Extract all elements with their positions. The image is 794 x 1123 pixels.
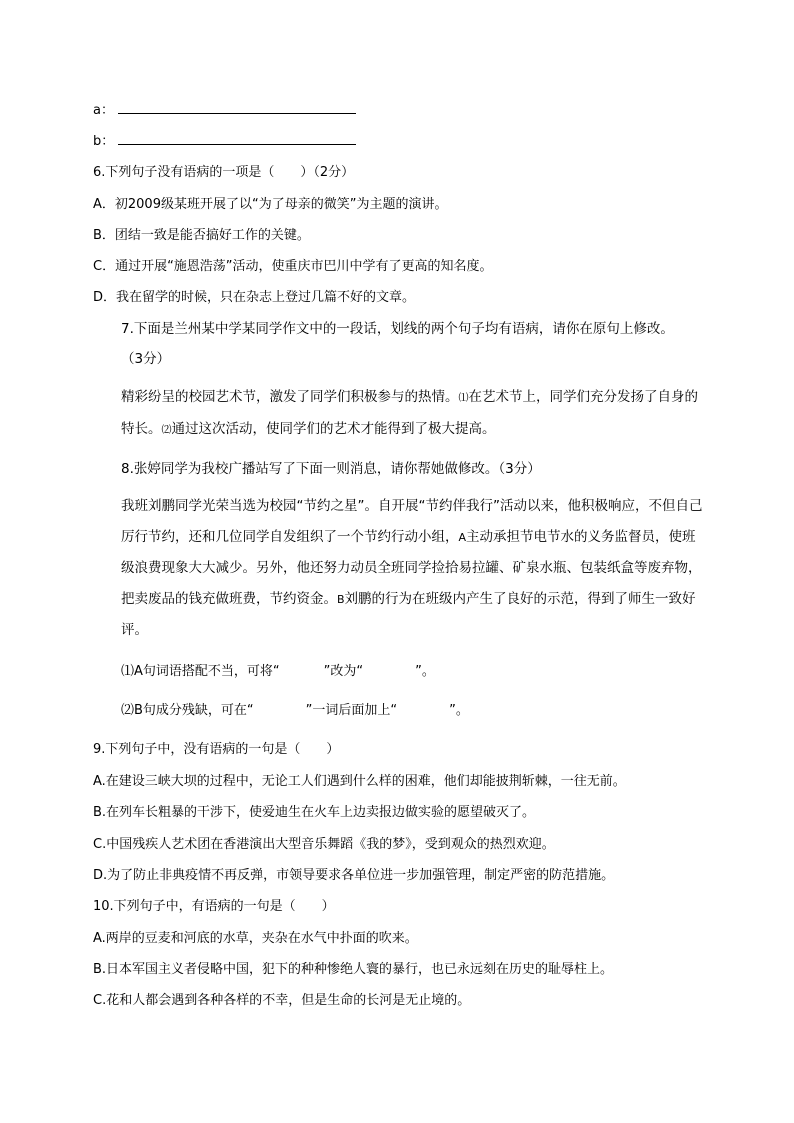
q10-option-b: B.日本军国主义者侵略中国，犯下的种种惨绝人寰的暴行，也已永远刻在历史的耻辱柱上。 <box>93 962 614 977</box>
q8-paragraph <box>121 491 705 646</box>
q8-sub2-c: ”。 <box>449 703 469 718</box>
q6-stem: 6.下列句子没有语病的一项是（ ）（2分） <box>93 165 355 180</box>
q8-b-mark: B <box>337 593 345 606</box>
blank-a-label: a： <box>93 103 114 118</box>
q9-option-c: C.中国残疾人艺术团在香港演出大型音乐舞蹈《我的梦》，受到观众的热烈欢迎。 <box>93 837 555 852</box>
q9-stem: 9.下列句子中，没有语病的一句是（ ） <box>93 742 340 757</box>
q7-score: （3分） <box>121 351 171 367</box>
q10-stem: 10.下列句子中，有语病的一句是（ ） <box>93 899 335 914</box>
q7-intro: 精彩纷呈的校园艺术节，激发了同学们积极参与的热情。 <box>121 389 459 405</box>
q7-sentence-2: 通过这次活动，使同学们的艺术才能得到了极大提高。 <box>171 421 496 437</box>
q8-sub1 <box>121 663 435 681</box>
q6-option-c: C．通过开展“施恩浩荡”活动，使重庆市巴川中学有了更高的知名度。 <box>93 259 493 274</box>
blank-b-line[interactable] <box>118 134 356 145</box>
q7-s2-marker: ⑵ <box>161 425 172 436</box>
q7-sentence-1: 在艺术节上，同学们充分发扬了自身的特长。 <box>121 389 698 437</box>
q8-sub2-a: ⑵B句成分残缺，可在“ <box>121 703 254 718</box>
q10-option-a: A.两岸的豆麦和河底的水草，夹杂在水气中扑面的吹来。 <box>93 931 418 946</box>
q6-option-d: D．我在留学的时候，只在杂志上登过几篇不好的文章。 <box>93 290 416 305</box>
blank-a <box>93 102 356 120</box>
blank-b-label: b： <box>93 134 115 149</box>
q7-paragraph <box>121 382 701 446</box>
blank-a-line[interactable] <box>118 103 356 114</box>
q9-option-a: A.在建设三峡大坝的过程中，无论工人们遇到什么样的困难，他们却能披荆斩棘，一往无前。 <box>93 774 626 789</box>
q8-sub1-a: ⑴A句词语搭配不当，可将“ <box>121 664 280 679</box>
q8-part3: ，得到了师生一致好评。 <box>121 591 696 638</box>
q8-a-mark: A <box>458 531 467 544</box>
q7-s1-marker: ⑴ <box>458 393 469 404</box>
q8-sentence-a: 主动承担节电节水的义务监督员 <box>466 529 656 545</box>
q9-option-d: D.为了防止非典疫情不再反弹，市领导要求各单位进一步加强管理，制定严密的防范措施。 <box>93 868 615 883</box>
q8-sentence-b: 刘鹏的行为在班级内产生了良好的示范 <box>344 591 575 607</box>
q6-option-b: B．团结一致是能否搞好工作的关键。 <box>93 228 310 243</box>
blank-b <box>93 133 356 151</box>
q6-option-a: A．初2009级某班开展了以“为了母亲的微笑”为主题的演讲。 <box>93 197 448 212</box>
q8-sub2-b: ”一词后面加上“ <box>305 703 398 718</box>
q9-option-b: B.在列车长粗暴的干涉下，使爱迪生在火车上边卖报边做实验的愿望破灭了。 <box>93 805 536 820</box>
q8-part1: 我班刘鹏同学光荣当选为校园“节约之星”。自开展“节约伴我行”活动以来，他积极响应，不但自己厉行节约，还和几位同学自发组织了一个节约行动小组， <box>121 498 703 545</box>
q8-stem: 8.张婷同学为我校广播站写了下面一则消息，请你帮她做修改。（3分） <box>121 461 541 477</box>
q7-stem: 7.下面是兰州某中学某同学作文中的一段话，划线的两个句子均有语病，请你在原句上修改。 <box>121 321 674 337</box>
q8-part2: ，使班级浪费现象大大减少。另外，他还努力动员全班同学捡拾易拉罐、矿泉水瓶、包装纸盒等废弃物，把卖废品的钱充做班费，节约资金。 <box>121 529 702 607</box>
q8-sub1-c: ”。 <box>415 664 435 679</box>
q8-sub1-b: ”改为“ <box>323 664 364 679</box>
q10-option-c: C.花和人都会遇到各种各样的不幸，但是生命的长河是无止境的。 <box>93 993 471 1008</box>
q8-sub2 <box>121 702 469 720</box>
